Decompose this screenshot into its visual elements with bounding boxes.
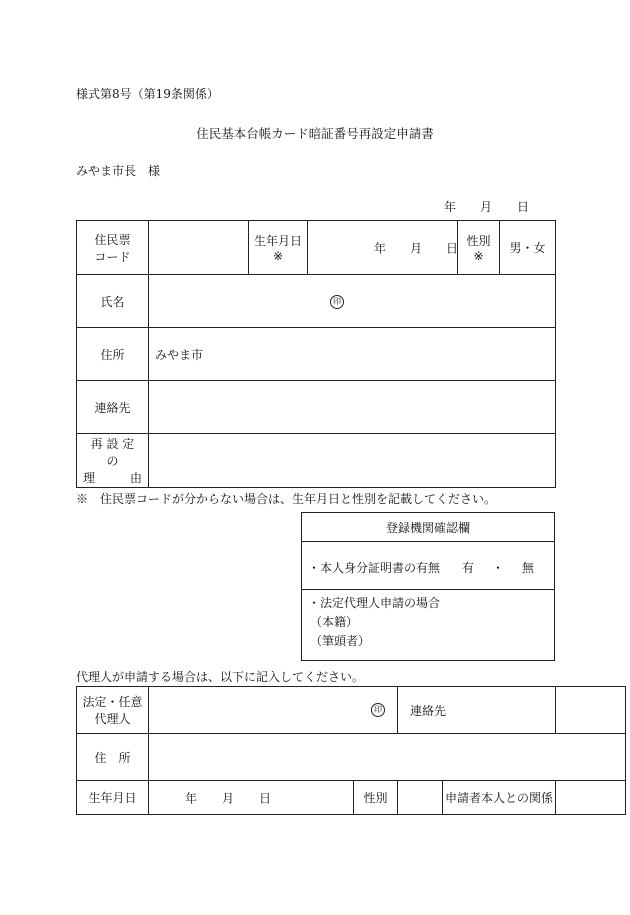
day-label: 日: [517, 200, 530, 214]
birthdate-label: 生年月日 ※: [249, 221, 308, 275]
contact-field[interactable]: [149, 381, 556, 434]
agent-gender-field[interactable]: [398, 781, 443, 815]
juminhyo-code-label: 住民票 コード: [77, 221, 149, 275]
application-date: [444, 198, 534, 212]
agent-instruction: 代理人が申請する場合は、以下に記入してください。: [76, 670, 365, 684]
address-label: 住所: [77, 328, 149, 381]
id-doc-yes[interactable]: 有: [462, 561, 475, 575]
birthdate-field[interactable]: [308, 221, 458, 275]
agent-birth-month: 月: [222, 791, 235, 805]
year-label: 年: [444, 200, 457, 214]
form-number: 様式第8号（第19条関係）: [76, 87, 219, 101]
gender-options[interactable]: 男・女: [500, 221, 556, 275]
honseki-label: （本籍）: [310, 615, 359, 629]
id-doc-no[interactable]: 無: [522, 561, 535, 575]
birth-year-label: 年: [374, 241, 387, 255]
birth-month-label: 月: [410, 241, 423, 255]
agent-address-field[interactable]: [149, 734, 626, 781]
addressee: みやま市長 様: [76, 164, 161, 178]
agent-name-field[interactable]: [149, 687, 398, 734]
gender-label: 性別 ※: [458, 221, 500, 275]
name-field[interactable]: [149, 275, 556, 328]
month-label: 月: [480, 200, 493, 214]
note-text: ※ 住民票コードが分からない場合は、生年月日と性別を記載してください。: [76, 492, 497, 506]
agent-birthdate-label: 生年月日: [77, 781, 149, 815]
reason-field[interactable]: [149, 434, 556, 488]
agent-birth-year: 年: [185, 791, 198, 805]
agent-gender-label: 性別: [354, 781, 398, 815]
legal-rep-label: ・法定代理人申請の場合: [308, 596, 441, 610]
reason-label: 再 設 定 の 理 由: [77, 434, 149, 488]
relation-field[interactable]: [556, 781, 626, 815]
agent-contact-label: 連絡先: [398, 687, 556, 734]
hittousha-label: （筆頭者）: [310, 634, 371, 648]
address-field[interactable]: みやま市: [149, 328, 556, 381]
agent-address-label: 住 所: [77, 734, 149, 781]
applicant-table: [76, 220, 556, 488]
relation-label: 申請者本人との関係: [443, 781, 556, 815]
seal-icon: 印: [330, 295, 344, 309]
agent-seal-icon: 印: [371, 703, 385, 717]
name-label: 氏名: [77, 275, 149, 328]
agent-table: [76, 686, 626, 815]
page-title: 住民基本台帳カード暗証番号再設定申請書: [196, 126, 434, 141]
agent-contact-field[interactable]: [556, 687, 626, 734]
confirm-title: 登録機関確認欄: [302, 513, 555, 542]
id-doc-row: [302, 542, 555, 590]
id-doc-dot: ・: [492, 561, 505, 575]
agent-birthdate-field[interactable]: [149, 781, 354, 815]
id-doc-label: ・本人身分証明書の有無: [308, 561, 441, 575]
agent-label: 法定・任意 代理人: [77, 687, 149, 734]
birth-day-label: 日: [446, 241, 459, 255]
confirmation-box: [301, 512, 555, 661]
juminhyo-code-field[interactable]: [149, 221, 249, 275]
contact-label: 連絡先: [77, 381, 149, 434]
agent-birth-day: 日: [259, 791, 272, 805]
legal-rep-row: [302, 590, 555, 661]
